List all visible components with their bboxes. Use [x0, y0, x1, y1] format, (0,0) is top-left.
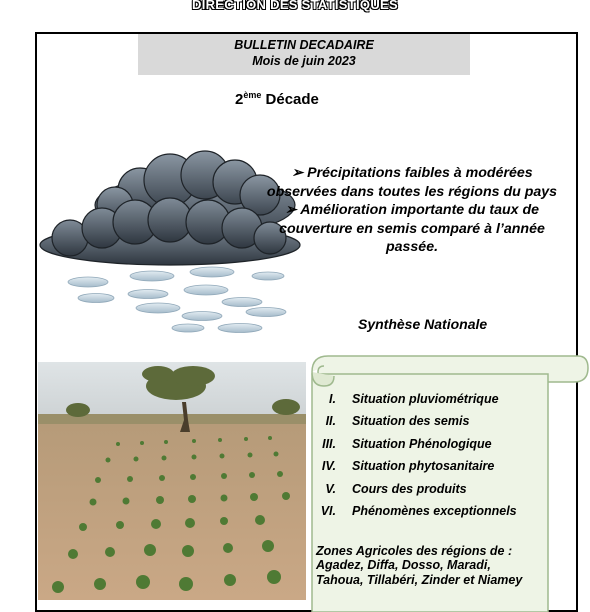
contents-item-number: I. — [329, 392, 336, 406]
contents-item — [312, 504, 552, 526]
contents-item-label: Cours des produits — [352, 481, 467, 496]
zones-line: Agadez, Diffa, Dosso, Maradi, — [316, 558, 491, 573]
decade-heading — [235, 90, 319, 108]
highlight-item: ➢ Amélioration importante du taux de couverture en semis comparé à l’année passée. — [279, 202, 545, 255]
zones-title: Zones Agricoles des régions de : — [316, 544, 513, 558]
contents-item-number: V. — [325, 481, 336, 496]
highlight-item: ➢ Précipitations faibles à modérées observées dans toutes les régions du pays — [266, 165, 558, 200]
arrow-bullet-icon: ➢ — [291, 165, 308, 181]
agricultural-zones — [316, 544, 556, 587]
contents-item — [312, 459, 552, 481]
millet-field-photo — [38, 362, 306, 600]
highlights-list — [262, 164, 562, 257]
contents-item-number: III. — [322, 436, 336, 451]
contents-item — [312, 392, 552, 414]
rain-drops — [68, 267, 286, 333]
decade-suffix: ème — [243, 90, 262, 100]
synthesis-title: Synthèse Nationale — [358, 316, 488, 332]
contents-item-label: Situation Phénologique — [352, 436, 492, 451]
contents-item-label: Situation pluviométrique — [352, 392, 499, 406]
bulletin-title-box — [138, 34, 470, 75]
contents-item-number: II. — [325, 414, 336, 429]
contents-item-label: Situation des semis — [352, 414, 470, 429]
organization-header: DIRECTION DES STATISTIQUES — [192, 0, 398, 12]
zones-line: Tahoua, Tillabéri, Zinder et Niamey — [316, 572, 523, 587]
decade-label: Décade — [261, 91, 319, 108]
arrow-bullet-icon: ➢ — [284, 202, 301, 218]
bulletin-title: BULLETIN DECADAIRE — [234, 38, 374, 52]
contents-item — [312, 437, 552, 459]
bulletin-period: Mois de juin 2023 — [252, 54, 356, 68]
contents-item-number: VI. — [320, 503, 336, 518]
contents-item-label: Situation phytosanitaire — [352, 459, 495, 474]
contents-item — [312, 482, 552, 504]
contents-item — [312, 414, 552, 436]
contents-item-number: IV. — [321, 459, 336, 474]
contents-item-label: Phénomènes exceptionnels — [352, 503, 517, 518]
decade-number: 2 — [235, 91, 244, 108]
contents-list — [312, 392, 552, 526]
